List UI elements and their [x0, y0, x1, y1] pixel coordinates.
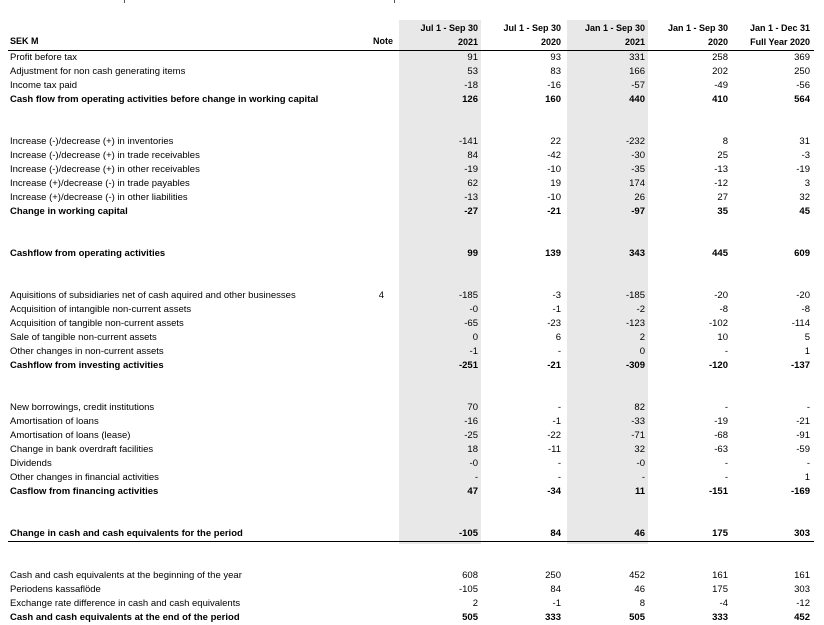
row-value: 609: [794, 248, 810, 259]
row-value: 303: [794, 584, 810, 595]
row-value: 91: [467, 52, 478, 63]
row-value: -65: [464, 318, 478, 329]
row-value: 445: [712, 248, 728, 259]
column-header-line1: Jul 1 - Sep 30: [420, 23, 478, 33]
row-label: Cash flow from operating activities before change in working capital: [10, 94, 319, 105]
row-value: -185: [625, 290, 645, 301]
row-value: -: [724, 402, 728, 413]
column-header-full-year-2020: [730, 21, 810, 49]
row-label: Profit before tax: [10, 52, 78, 63]
row-value: -0: [636, 458, 645, 469]
table-row: [0, 569, 824, 583]
row-value: 1: [804, 346, 810, 357]
row-value: 505: [629, 612, 645, 623]
row-value: -1: [469, 346, 478, 357]
row-label: Increase (-)/decrease (+) in trade receivables: [10, 150, 200, 161]
row-value: -141: [458, 136, 478, 147]
row-value: -59: [796, 444, 810, 455]
table-row: [0, 303, 824, 317]
table-row: [0, 611, 824, 625]
row-label: Adjustment for non cash generating items: [10, 66, 186, 77]
row-value: -91: [796, 430, 810, 441]
row-value: 1: [804, 472, 810, 483]
row-value: 84: [467, 150, 478, 161]
row-label: Amortisation of loans (lease): [10, 430, 131, 441]
row-value: 22: [550, 136, 561, 147]
row-value: -232: [625, 136, 645, 147]
row-value: 5: [804, 332, 810, 343]
row-value: -: [557, 472, 561, 483]
column-header-ytd-2020: [648, 21, 728, 49]
table-row: [0, 233, 824, 247]
row-value: -16: [547, 80, 561, 91]
row-value: -3: [552, 290, 561, 301]
row-value: -: [641, 472, 645, 483]
column-header-line2: 2020: [540, 37, 561, 47]
row-label: Increase (-)/decrease (+) in inventories: [10, 136, 174, 147]
row-value: -30: [631, 150, 645, 161]
table-row: [0, 415, 824, 429]
row-value: 250: [545, 570, 561, 581]
row-value: -137: [790, 360, 810, 371]
row-value: 62: [467, 178, 478, 189]
table-row: [0, 191, 824, 205]
row-value: -169: [790, 486, 810, 497]
table-row: [0, 163, 824, 177]
table-row: [0, 499, 824, 513]
row-value: 32: [634, 444, 645, 455]
row-value: -20: [796, 290, 810, 301]
table-row: [0, 513, 824, 527]
row-label: Dividends: [10, 458, 52, 469]
row-value: -21: [547, 360, 561, 371]
column-header-q3-2021: [400, 21, 478, 49]
table-row: [0, 51, 824, 65]
row-value: 84: [550, 528, 561, 539]
row-value: -49: [714, 80, 728, 91]
row-value: 93: [550, 52, 561, 63]
row-value: 331: [629, 52, 645, 63]
row-value: 70: [467, 402, 478, 413]
row-value: 440: [629, 94, 645, 105]
row-value: 175: [712, 528, 728, 539]
row-value: 26: [634, 192, 645, 203]
table-row: [0, 331, 824, 345]
row-value: -33: [631, 416, 645, 427]
column-header-line2: 2020: [707, 37, 728, 47]
table-row: [0, 275, 824, 289]
row-label: Increase (-)/decrease (+) in other receivables: [10, 164, 200, 175]
row-value: 82: [634, 402, 645, 413]
row-value: -68: [714, 430, 728, 441]
row-value: -1: [552, 598, 561, 609]
row-value: -4: [719, 598, 728, 609]
row-value: -19: [464, 164, 478, 175]
row-value: -: [724, 458, 728, 469]
row-value: 8: [639, 598, 645, 609]
row-label: Other changes in non-current assets: [10, 346, 164, 357]
row-value: 166: [629, 66, 645, 77]
row-label: Amortisation of loans: [10, 416, 99, 427]
row-value: 11: [634, 486, 645, 497]
table-row: [0, 121, 824, 135]
row-value: 25: [717, 150, 728, 161]
row-value: -0: [469, 458, 478, 469]
row-value: -309: [625, 360, 645, 371]
row-value: 46: [634, 584, 645, 595]
note-header: Note: [373, 36, 393, 46]
table-row: [0, 135, 824, 149]
table-row: [0, 401, 824, 415]
table-row: [0, 65, 824, 79]
table-row: [0, 527, 824, 541]
row-value: -13: [714, 164, 728, 175]
row-value: 258: [712, 52, 728, 63]
row-value: 0: [639, 346, 645, 357]
row-value: 410: [712, 94, 728, 105]
row-label: Acquisition of tangible non-current assets: [10, 318, 184, 329]
row-label: Other changes in financial activities: [10, 472, 159, 483]
row-value: 343: [629, 248, 645, 259]
row-value: -27: [464, 206, 478, 217]
row-value: 8: [722, 136, 728, 147]
row-label: Cashflow from operating activities: [10, 248, 166, 259]
bottom-rule: [8, 541, 814, 542]
row-label: New borrowings, credit institutions: [10, 402, 155, 413]
row-value: 3: [804, 178, 810, 189]
row-value: -18: [464, 80, 478, 91]
table-row: [0, 429, 824, 443]
row-note: 4: [378, 290, 384, 301]
row-value: 333: [712, 612, 728, 623]
row-value: -22: [547, 430, 561, 441]
row-value: 99: [467, 248, 478, 259]
row-value: -34: [547, 486, 561, 497]
row-value: 333: [545, 612, 561, 623]
row-label: Change in bank overdraft facilities: [10, 444, 154, 455]
row-label: Acquisition of intangible non-current assets: [10, 304, 192, 315]
table-row: [0, 359, 824, 373]
table-row: [0, 261, 824, 275]
row-value: -: [724, 472, 728, 483]
row-label: Cash and cash equivalents at the beginning of the year: [10, 570, 242, 581]
row-value: 161: [794, 570, 810, 581]
row-value: 126: [462, 94, 478, 105]
row-value: -1: [552, 304, 561, 315]
table-row: [0, 149, 824, 163]
row-value: -: [806, 458, 810, 469]
row-value: -: [724, 346, 728, 357]
row-value: -123: [625, 318, 645, 329]
row-value: -2: [636, 304, 645, 315]
row-value: 47: [467, 486, 478, 497]
row-value: 27: [717, 192, 728, 203]
row-label: Periodens kassaflöde: [10, 584, 101, 595]
table-row: [0, 219, 824, 233]
column-header-line2: Full Year 2020: [750, 37, 810, 47]
row-value: -71: [631, 430, 645, 441]
table-row: [0, 317, 824, 331]
row-value: -21: [796, 416, 810, 427]
row-value: 46: [634, 528, 645, 539]
row-label: Aquisitions of subsidiaries net of cash aquired and other businesses: [10, 290, 296, 301]
row-value: -8: [719, 304, 728, 315]
row-value: 10: [717, 332, 728, 343]
row-value: 452: [629, 570, 645, 581]
row-value: -102: [708, 318, 728, 329]
column-header-line1: Jul 1 - Sep 30: [503, 23, 561, 33]
row-value: 32: [799, 192, 810, 203]
row-value: 161: [712, 570, 728, 581]
row-value: -105: [458, 584, 478, 595]
row-value: -3: [801, 150, 810, 161]
row-value: 608: [462, 570, 478, 581]
row-value: 53: [467, 66, 478, 77]
row-value: -8: [801, 304, 810, 315]
row-label: Increase (+)/decrease (-) in other liabilities: [10, 192, 188, 203]
table-row: [0, 205, 824, 219]
row-value: 202: [712, 66, 728, 77]
row-label: Change in cash and cash equivalents for the period: [10, 528, 243, 539]
top-rule: [8, 0, 396, 1]
table-row: [0, 93, 824, 107]
row-value: 452: [794, 612, 810, 623]
row-label: Exchange rate difference in cash and cash equivalents: [10, 598, 241, 609]
row-value: -19: [714, 416, 728, 427]
row-value: 175: [712, 584, 728, 595]
row-value: 83: [550, 66, 561, 77]
row-value: 31: [799, 136, 810, 147]
row-value: -: [557, 402, 561, 413]
column-header-line1: Jan 1 - Dec 31: [749, 23, 810, 33]
table-row: [0, 387, 824, 401]
row-value: 6: [555, 332, 561, 343]
row-value: -16: [464, 416, 478, 427]
row-value: 2: [472, 598, 478, 609]
table-row: [0, 247, 824, 261]
row-value: 369: [794, 52, 810, 63]
table-row: [0, 373, 824, 387]
row-value: -0: [469, 304, 478, 315]
column-header-line1: Jan 1 - Sep 30: [584, 23, 645, 33]
row-value: 174: [629, 178, 645, 189]
row-value: -1: [552, 416, 561, 427]
row-value: -19: [796, 164, 810, 175]
row-value: 45: [799, 206, 810, 217]
row-value: 19: [550, 178, 561, 189]
row-value: 303: [794, 528, 810, 539]
row-value: -10: [547, 164, 561, 175]
row-label: Increase (+)/decrease (-) in trade payables: [10, 178, 190, 189]
table-row: [0, 345, 824, 359]
row-value: 18: [467, 444, 478, 455]
row-value: -12: [796, 598, 810, 609]
row-value: -11: [547, 444, 561, 455]
row-value: -: [806, 402, 810, 413]
row-value: -114: [791, 318, 810, 329]
row-label: Cash and cash equivalents at the end of the period: [10, 612, 240, 623]
row-label: Cashflow from investing activities: [10, 360, 164, 371]
row-value: -120: [708, 360, 728, 371]
table-row: [0, 485, 824, 499]
row-value: 160: [545, 94, 561, 105]
row-value: -21: [547, 206, 561, 217]
column-header-line1: Jan 1 - Sep 30: [667, 23, 728, 33]
row-value: -23: [547, 318, 561, 329]
table-row: [0, 289, 824, 303]
row-value: -35: [631, 164, 645, 175]
table-row: [0, 471, 824, 485]
row-value: -185: [458, 290, 478, 301]
row-label: Sale of tangible non-current assets: [10, 332, 157, 343]
row-value: -105: [458, 528, 478, 539]
sek-m-header: SEK M: [10, 36, 39, 46]
table-row: [0, 177, 824, 191]
table-row: [0, 79, 824, 93]
row-value: -12: [714, 178, 728, 189]
row-value: -: [557, 346, 561, 357]
row-value: -10: [547, 192, 561, 203]
row-label: Casflow from financing activities: [10, 486, 159, 497]
table-row: [0, 443, 824, 457]
row-label: Change in working capital: [10, 206, 128, 217]
row-value: 564: [794, 94, 810, 105]
row-value: -: [474, 472, 478, 483]
row-value: -151: [708, 486, 728, 497]
table-row: [0, 457, 824, 471]
row-value: -57: [631, 80, 645, 91]
table-row: [0, 107, 824, 121]
row-value: -: [557, 458, 561, 469]
row-value: -25: [464, 430, 478, 441]
column-header-line2: 2021: [457, 37, 478, 47]
column-header-q3-2020: [482, 21, 561, 49]
row-value: -56: [796, 80, 810, 91]
row-value: 2: [639, 332, 645, 343]
column-header-ytd-2021: [565, 21, 645, 49]
row-value: -97: [631, 206, 645, 217]
row-value: 35: [717, 206, 728, 217]
table-row: [0, 597, 824, 611]
row-value: -251: [458, 360, 478, 371]
row-value: -42: [547, 150, 561, 161]
column-header-line2: 2021: [624, 37, 645, 47]
row-value: 139: [545, 248, 561, 259]
row-value: 0: [472, 332, 478, 343]
row-value: 250: [794, 66, 810, 77]
row-value: 505: [462, 612, 478, 623]
table-row: [0, 583, 824, 597]
row-value: -63: [714, 444, 728, 455]
table-row: [0, 555, 824, 569]
row-label: Income tax paid: [10, 80, 78, 91]
row-value: 84: [550, 584, 561, 595]
row-value: -20: [714, 290, 728, 301]
row-value: -13: [464, 192, 478, 203]
